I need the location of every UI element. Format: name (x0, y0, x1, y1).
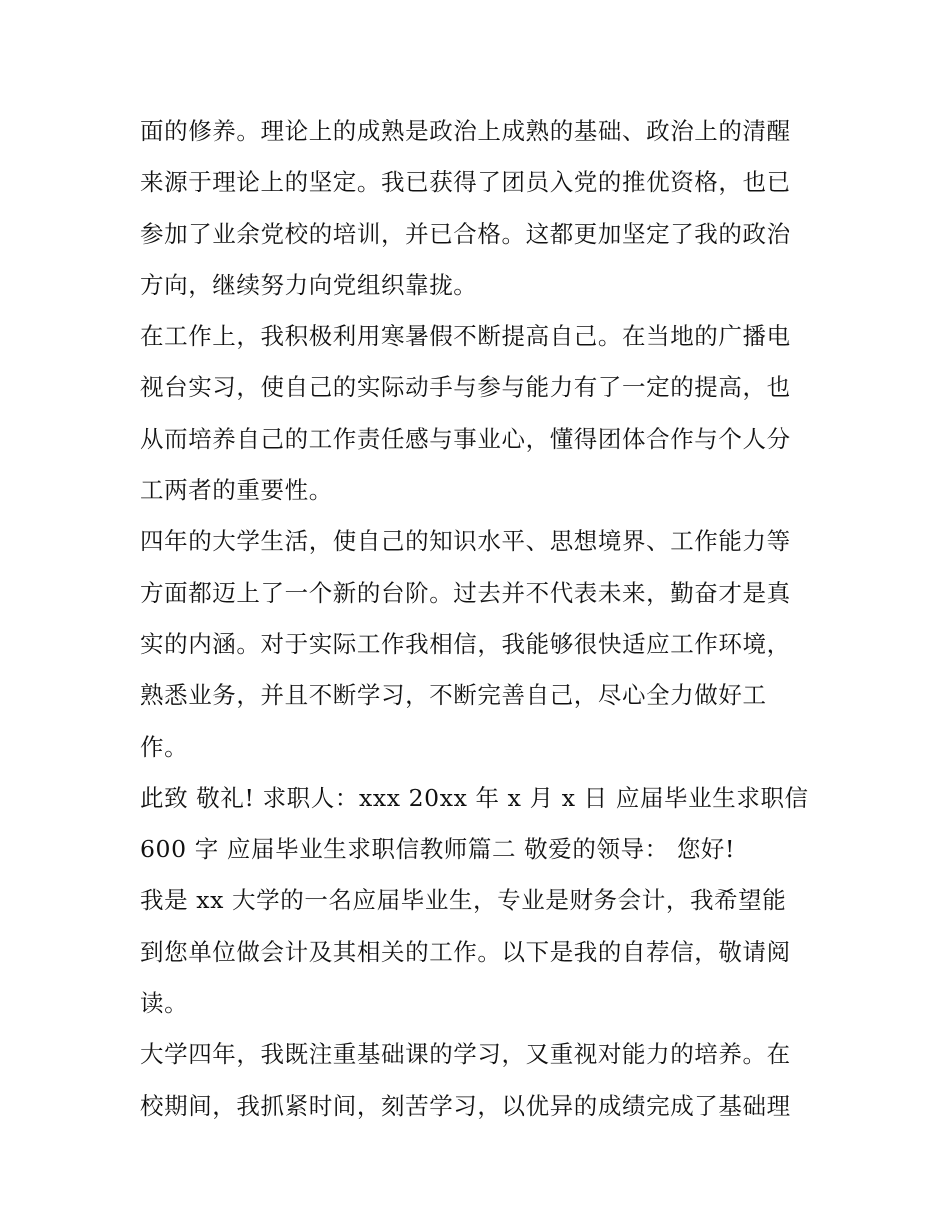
text-line: 实的内涵。对于实际工作我相信，我能够很快适应工作环境， (140, 629, 791, 658)
text-line: 参加了业余党校的培训，并已合格。这都更加坚定了我的政治 (140, 219, 791, 248)
text-line: 面的修养。理论上的成熟是政治上成熟的基础、政治上的清醒 (140, 117, 791, 145)
text-line: 从而培养自己的工作责任感与事业心，懂得团体合作与个人分 (140, 424, 791, 453)
text-line: 在工作上，我积极利用寒暑假不断提高自己。在当地的广播电 (140, 322, 791, 351)
text-line: 我是 xx 大学的一名应届毕业生，专业是财务会计，我希望能 (140, 886, 787, 915)
text-line: 来源于理论上的坚定。我已获得了团员入党的推优资格，也已 (140, 168, 791, 197)
text-line: 大学四年，我既注重基础课的学习，又重视对能力的培养。在 (140, 1040, 791, 1069)
text-line: 熟悉业务，并且不断学习，不断完善自己，尽心全力做好工 (140, 681, 767, 710)
document-body (140, 106, 820, 1132)
text-line: 校期间，我抓紧时间，刻苦学习，以优异的成绩完成了基础理 (140, 1091, 791, 1120)
text-line: 600 字 应届毕业生求职信教师篇二 敬爱的领导： 您好! (140, 835, 736, 864)
text-line: 到您单位做会计及其相关的工作。以下是我的自荐信，敬请阅 (140, 937, 791, 966)
text-line: 此致 敬礼! 求职人：xxx 20xx 年 x 月 x 日 应届毕业生求职信 (140, 783, 809, 812)
text-line: 方面都迈上了一个新的台阶。过去并不代表未来，勤奋才是真 (140, 578, 791, 607)
text-line: 四年的大学生活，使自己的知识水平、思想境界、工作能力等 (140, 527, 791, 556)
text-line: 读。 (140, 989, 189, 1018)
text-line: 方向，继续努力向党组织靠拢。 (140, 270, 478, 299)
text-line: 视台实习，使自己的实际动手与参与能力有了一定的提高，也 (140, 373, 791, 402)
text-line: 工两者的重要性。 (140, 476, 333, 505)
text-line: 作。 (140, 732, 189, 761)
